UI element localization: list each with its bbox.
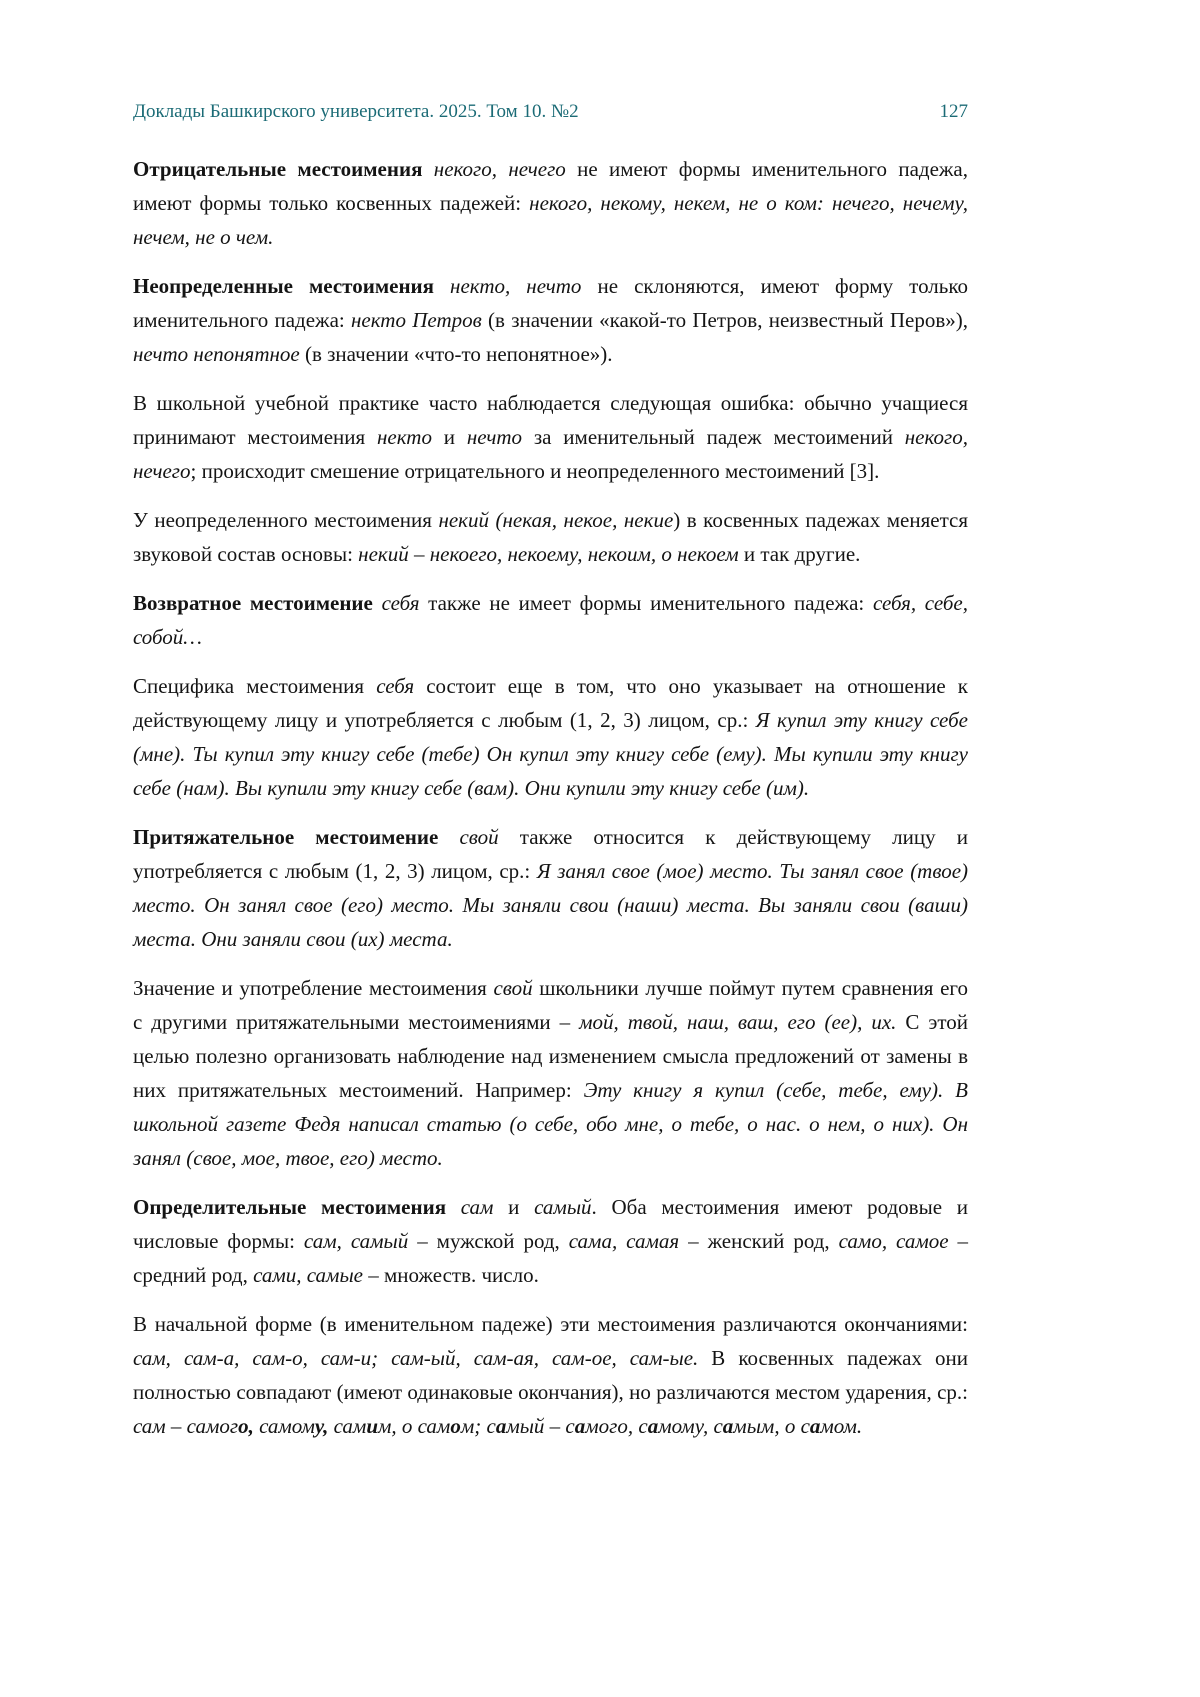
text-run: Неопределенные местоимения [133,274,451,298]
text-run: С этой целью полезно организовать наблюдение над изменением смысла предложений от замены в них притяжательных местоимений. Например: [133,1010,968,1102]
text-run: некто Петров [351,308,482,332]
text-run: У неопределенного местоимения [133,508,439,532]
text-run: сам – самог [133,1414,239,1438]
text-run: у, [314,1414,329,1438]
text-run: – женский род, [679,1229,839,1253]
paragraph [133,971,968,1175]
text-run: о, [238,1414,254,1438]
paragraph [133,269,968,371]
text-run: себя, себе, собой… [133,591,969,649]
text-run: сам, самый [303,1229,409,1253]
text-run: также относится к действующему лицу и употребляется с любым (1, 2, 3) лицом, ср.: [133,825,968,883]
journal-running-title: Доклады Башкирского университета. 2025. Том 10. №2 [133,101,579,122]
text-run: сам, сам-а, сам-о, сам-и; сам-ый, сам-ая, сам-ое, сам-ые. [133,1346,699,1370]
text-run: свой [459,825,499,849]
text-run: само, самое [838,1229,949,1253]
text-run: Определительные местоимения [133,1195,461,1219]
text-run: и так другие. [738,542,861,566]
text-run: некий (некая, некое, некие [438,508,674,532]
text-run: В начальной форме (в именительном падеже) эти местоимения различаются окончаниями: [133,1312,968,1336]
text-run: некого, некому, некем, не о ком: нечего, нечему, нечем, не о чем. [133,191,969,249]
text-run: некого, нечего [433,157,566,181]
text-run: сам [460,1195,494,1219]
paragraph [133,586,968,654]
text-run: Я занял свое (мое) место. Ты занял свое (твое) место. Он занял свое (его) место. Мы заняли свои (наши) места. Вы заняли свои (ваши) места. Они заняли свои (их) места. [133,859,969,951]
text-run: а [495,1414,507,1438]
text-run: сами, самые [253,1263,363,1287]
text-run: – мужской род, [408,1229,569,1253]
text-run: . Оба местоимения имеют родовые и числовые формы: [133,1195,968,1253]
text-run: Притяжательное местоимение [133,825,460,849]
text-run: Я купил эту книгу себе (мне). Ты купил эту книгу себе (тебе) Он купил эту книгу себе (ему). Мы купили эту книгу себе (нам). Вы купили эту книгу себе (вам). Они купили эту книгу себе (им). [133,708,968,800]
page-number: 127 [939,101,968,122]
paragraph [133,503,968,571]
text-run: мой, твой, наш, ваш, его (ее), их. [579,1010,897,1034]
text-run: Возвратное местоимение [133,591,382,615]
text-run: м, о сам [378,1414,451,1438]
text-run: Отрицательные местоимения [133,157,434,181]
text-run: и [493,1195,535,1219]
page-header [133,100,968,124]
text-run: и [366,1414,378,1438]
text-run: свой [493,976,533,1000]
text-run: нечто [466,425,523,449]
text-run: себя [376,674,415,698]
paragraph [133,152,968,254]
text-run: мому, с [658,1414,723,1438]
text-run: самый [534,1195,592,1219]
text-run: а [647,1414,659,1438]
text-run: мый – с [506,1414,575,1438]
text-run: – множеств. число. [363,1263,539,1287]
text-run: мом. [820,1414,863,1438]
text-run: (в значении «какой-то Петров, неизвестный Перов»), [481,308,968,332]
paragraph [133,1307,968,1443]
text-run: некий – некоего, некоему, некоим, о некоем [358,542,739,566]
text-run: Эту книгу я купил (себе, тебе, ему). В школьной газете Федя написал статью (о себе, обо мне, о тебе, о нас. о нем, о них). Он занял (свое, мое, твое, его) место. [133,1078,969,1170]
text-run: себя [381,591,420,615]
text-run: также не имеет формы именительного падежа: [419,591,873,615]
text-run: мым, о с [733,1414,810,1438]
text-run: Значение и употребление местоимения [133,976,494,1000]
text-run: В косвенных падежах они полностью совпадают (имеют одинаковые окончания), но различаются местом ударения, ср.: [133,1346,968,1404]
text-run: Специфика местоимения [133,674,377,698]
text-run: и [431,425,467,449]
text-run: м; с [460,1414,496,1438]
paragraph [133,386,968,488]
text-run: некто [377,425,432,449]
text-run: а [809,1414,821,1438]
text-run: В школьной учебной практике часто наблюдается следующая ошибка: обычно учащиеся принимают местоимения [133,391,968,449]
text-run: состоит еще в том, что оно указывает на отношение к действующему лицу и употребляется с любым (1, 2, 3) лицом, ср.: [133,674,968,732]
text-run: не имеют формы именительного падежа, имеют формы только косвенных падежей: [133,157,968,215]
text-run: ; происходит смешение отрицательного и неопределенного местоимений [3]. [190,459,880,483]
paragraph [133,669,968,805]
paragraph [133,820,968,956]
text-run: сама, самая [568,1229,680,1253]
text-run: нечто непонятное [133,342,300,366]
text-run: школьники лучше поймут путем сравнения его с другими притяжательными местоимениями – [133,976,968,1034]
text-run: сам [328,1414,367,1438]
text-run: ) в косвенных падежах меняется звуковой состав основы: [133,508,968,566]
text-run: некого, нечего [133,425,968,483]
article-body [133,152,968,1443]
text-run: о [450,1414,461,1438]
text-run: мого, с [585,1414,648,1438]
text-run: (в значении «что-то непонятное»). [299,342,613,366]
text-run: за именительный падеж местоимений [522,425,905,449]
text-run: некто, нечто [450,274,582,298]
text-run: самом [253,1414,315,1438]
text-run: не склоняются, имеют форму только именительного падежа: [133,274,968,332]
text-run: а [722,1414,734,1438]
text-run: а [574,1414,586,1438]
paragraph [133,1190,968,1292]
text-run: – средний род, [133,1229,969,1287]
